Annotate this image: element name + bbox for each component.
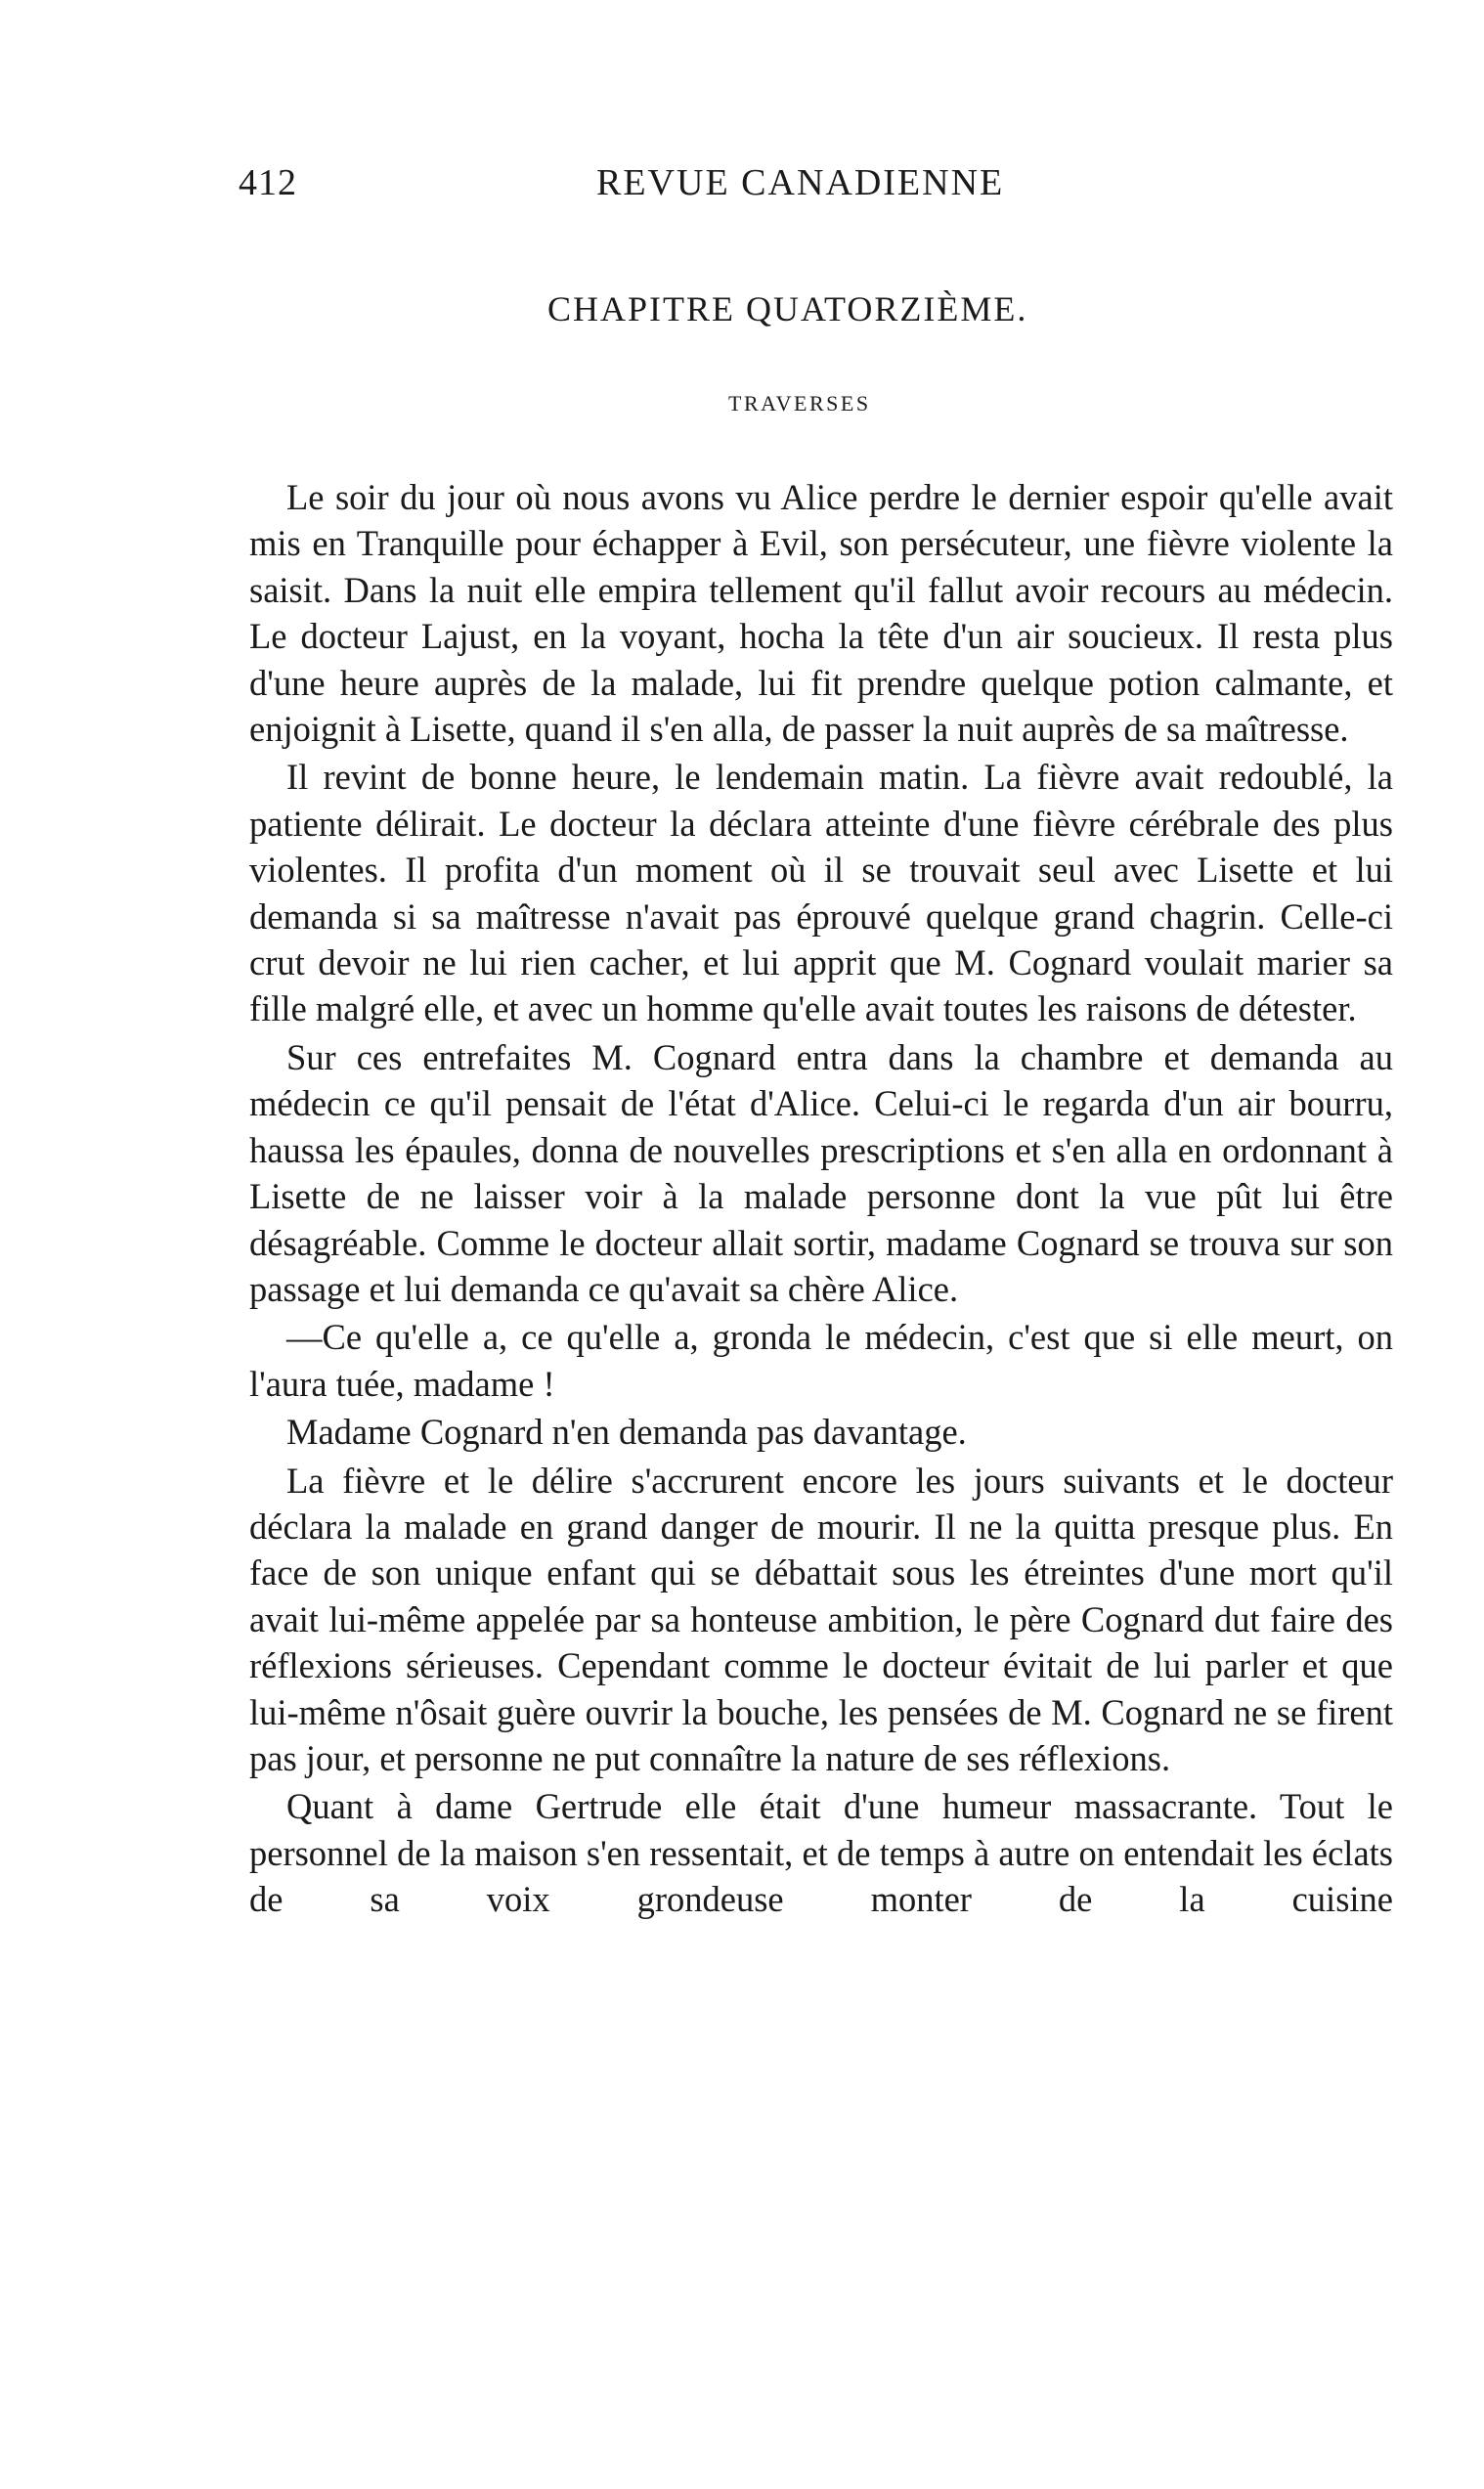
running-head (0, 161, 1484, 210)
paragraph-1: Le soir du jour où nous avons vu Alice perdre le dernier espoir qu'elle avait mis en Tranquille pour échapper à Evil, son persécuteur, une fièvre violente la saisit. Dans la nuit elle empira tellement qu'il fallut avoir recours au médecin. Le docteur Lajust, en la voyant, hocha la tête d'un air soucieux. Il resta plus d'une heure auprès de la malade, lui fit prendre quelque potion calmante, et enjoignit à Lisette, quand il s'en alla, de passer la nuit auprès de sa maîtresse. (249, 477, 1393, 750)
journal-title: REVUE CANADIENNE (596, 162, 1005, 203)
paragraph-5: Madame Cognard n'en demanda pas davantage. (286, 1412, 967, 1453)
paragraph-2: Il revint de bonne heure, le lendemain matin. La fièvre avait redoublé, la patiente délirait. Le docteur la déclara atteinte d'une fièvre cérébrale des plus violentes. Il profita d'un moment où il se trouvait seul avec Lisette et lui demanda si sa maîtresse n'avait pas éprouvé quelque grand chagrin. Celle-ci crut devoir ne lui rien cacher, et lui apprit que M. Cognard voulait marier sa fille malgré elle, et avec un homme qu'elle avait toutes les raisons de détester. (249, 757, 1393, 1029)
paragraph-6: La fièvre et le délire s'accrurent encore les jours suivants et le docteur déclara la malade en grand danger de mourir. Il ne la quitta presque plus. En face de son unique enfant qui se débattait sous les étreintes d'une mort qu'il avait lui-même appelée par sa honteuse ambition, le père Cognard dut faire des réflexions sérieuses. Cependant comme le docteur évitait de lui parler et que lui-même n'ôsait guère ouvrir la bouche, les pensées de M. Cognard ne se firent pas jour, et personne ne put connaître la nature de ses réflexions. (249, 1460, 1393, 1778)
paragraph-4: —Ce qu'elle a, ce qu'elle a, gronda le médecin, c'est que si elle meurt, on l'aura tuée, madame ! (249, 1317, 1393, 1404)
page-number: 412 (239, 162, 297, 203)
paragraph-3: Sur ces entrefaites M. Cognard entra dans la chambre et demanda au médecin ce qu'il pensait de l'état d'Alice. Celui-ci le regarda d'un air bourru, haussa les épaules, donna de nouvelles prescriptions et s'en alla en ordonnant à Lisette de ne laisser voir à la malade personne dont la vue pût lui être désagréable. Comme le docteur allait sortir, madame Cognard se trouva sur son passage et lui demanda ce qu'avait sa chère Alice. (249, 1036, 1393, 1309)
chapter-title: CHAPITRE QUATORZIÈME. (547, 289, 1028, 328)
text-body (249, 474, 1393, 1925)
paragraph-7: Quant à dame Gertrude elle était d'une humeur massacrante. Tout le personnel de la maison s'en ressentait, et de temps à autre on entendait les éclats de sa voix grondeuse monter de la cuisine (249, 1786, 1393, 1920)
section-title: TRAVERSES (728, 391, 871, 415)
